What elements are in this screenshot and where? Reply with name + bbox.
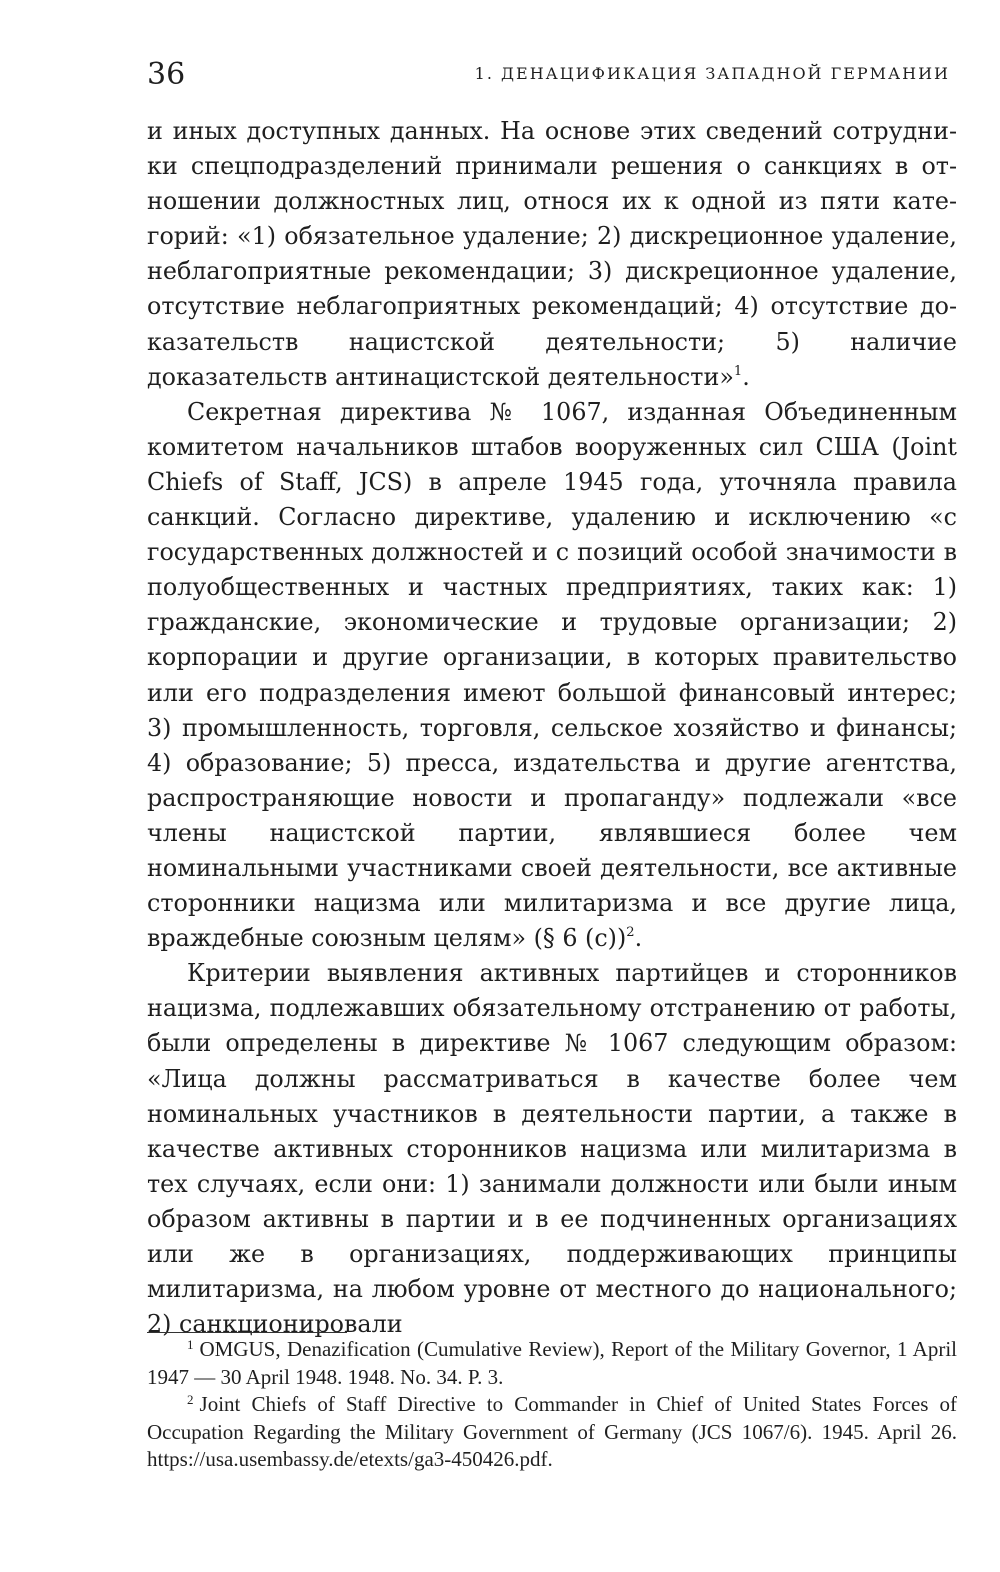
paragraph-text: и иных доступных данных. На основе этих сведений сотрудники спецподразделений принимали решения о санкциях в отношении должностных лиц, относя их к одной из пяти категорий: «1) обязательное удаление; 2) дискреционное удаление, неблагоприятные рекомендации; 3) дискреционное удаление, отсутствие неблагоприятных рекомендаций; 4) отсутствие доказательств нацистской деятельности; 5) наличие доказательств антинацистской деятельности» — [147, 117, 957, 391]
paragraph — [147, 395, 957, 957]
main-text — [147, 114, 957, 1342]
footnotes — [147, 1336, 957, 1474]
footnote — [147, 1391, 957, 1474]
page-number: 36 — [147, 57, 186, 92]
footnote-marker: 1 — [187, 1336, 194, 1352]
paragraph-text: Секретная директива № 1067, изданная Объединенным комитетом начальников штабов вооруженных сил США (Joint Chiefs of Staff, JCS) в апреле 1945 года, уточняла правила санкций. Согласно директиве, удалению и исключению «с государственных должностей и с позиций особой значимости в полуобщественных и частных предприятиях, таких как: 1) гражданские, экономические и трудовые организации; 2) корпорации и другие организации, в которых правительство или его подразделения имеют большой финансовый интерес; 3) промышленность, торговля, сельское хозяйство и финансы; 4) образование; 5) пресса, издательства и другие агентства, распространяющие новости и пропаганду» подлежали «все члены нацистской партии, являвшиеся более чем номинальными участниками своей деятельности, все активные сторонники нацизма или милитаризма и все другие лица, враждебные союзным целям» (§ 6 (c)) — [147, 397, 957, 953]
footnote — [147, 1336, 957, 1391]
paragraph-end: . — [742, 362, 750, 391]
paragraph-text: Критерии выявления активных партийцев и сторонников нацизма, подлежавших обязательному отстранению от работы, были определены в директиве № 1067 следующим образом: «Лица должны рассматриваться в качестве более чем номинальных участников в деятельности партии, а также в качестве активных сторонников нацизма или милитаризма в тех случаях, если они: 1) занимали должности или были иным образом активны в партии и в ее подчиненных организациях или же в организациях, поддерживающих принципы милитаризма, на любом уровне от местного до национального; 2) санкционировали — [147, 959, 957, 1339]
footnote-marker: 2 — [187, 1391, 194, 1407]
paragraph — [147, 114, 957, 395]
footnote-reference[interactable]: 2 — [626, 925, 635, 941]
footnote-text: OMGUS, Denazification (Cumulative Review), Report of the Military Governor, 1 April 1947 — 30 April 1948. 1948. No. 34. P. 3. — [147, 1337, 957, 1389]
footnote-divider — [147, 1332, 347, 1333]
footnote-reference[interactable]: 1 — [733, 363, 743, 379]
paragraph — [147, 956, 957, 1342]
footnote-text: Joint Chiefs of Staff Directive to Commander in Chief of United States Forces of Occupation Regarding the Military Government of Germany (JCS 1067/6). 1945. April 26. https://usa.usembassy.de/etexts/ga3-450426.pdf. — [147, 1392, 957, 1471]
paragraph-end: . — [634, 924, 643, 953]
running-head: 1. ДЕНАЦИФИКАЦИЯ ЗАПАДНОЙ ГЕРМАНИИ — [474, 64, 950, 83]
